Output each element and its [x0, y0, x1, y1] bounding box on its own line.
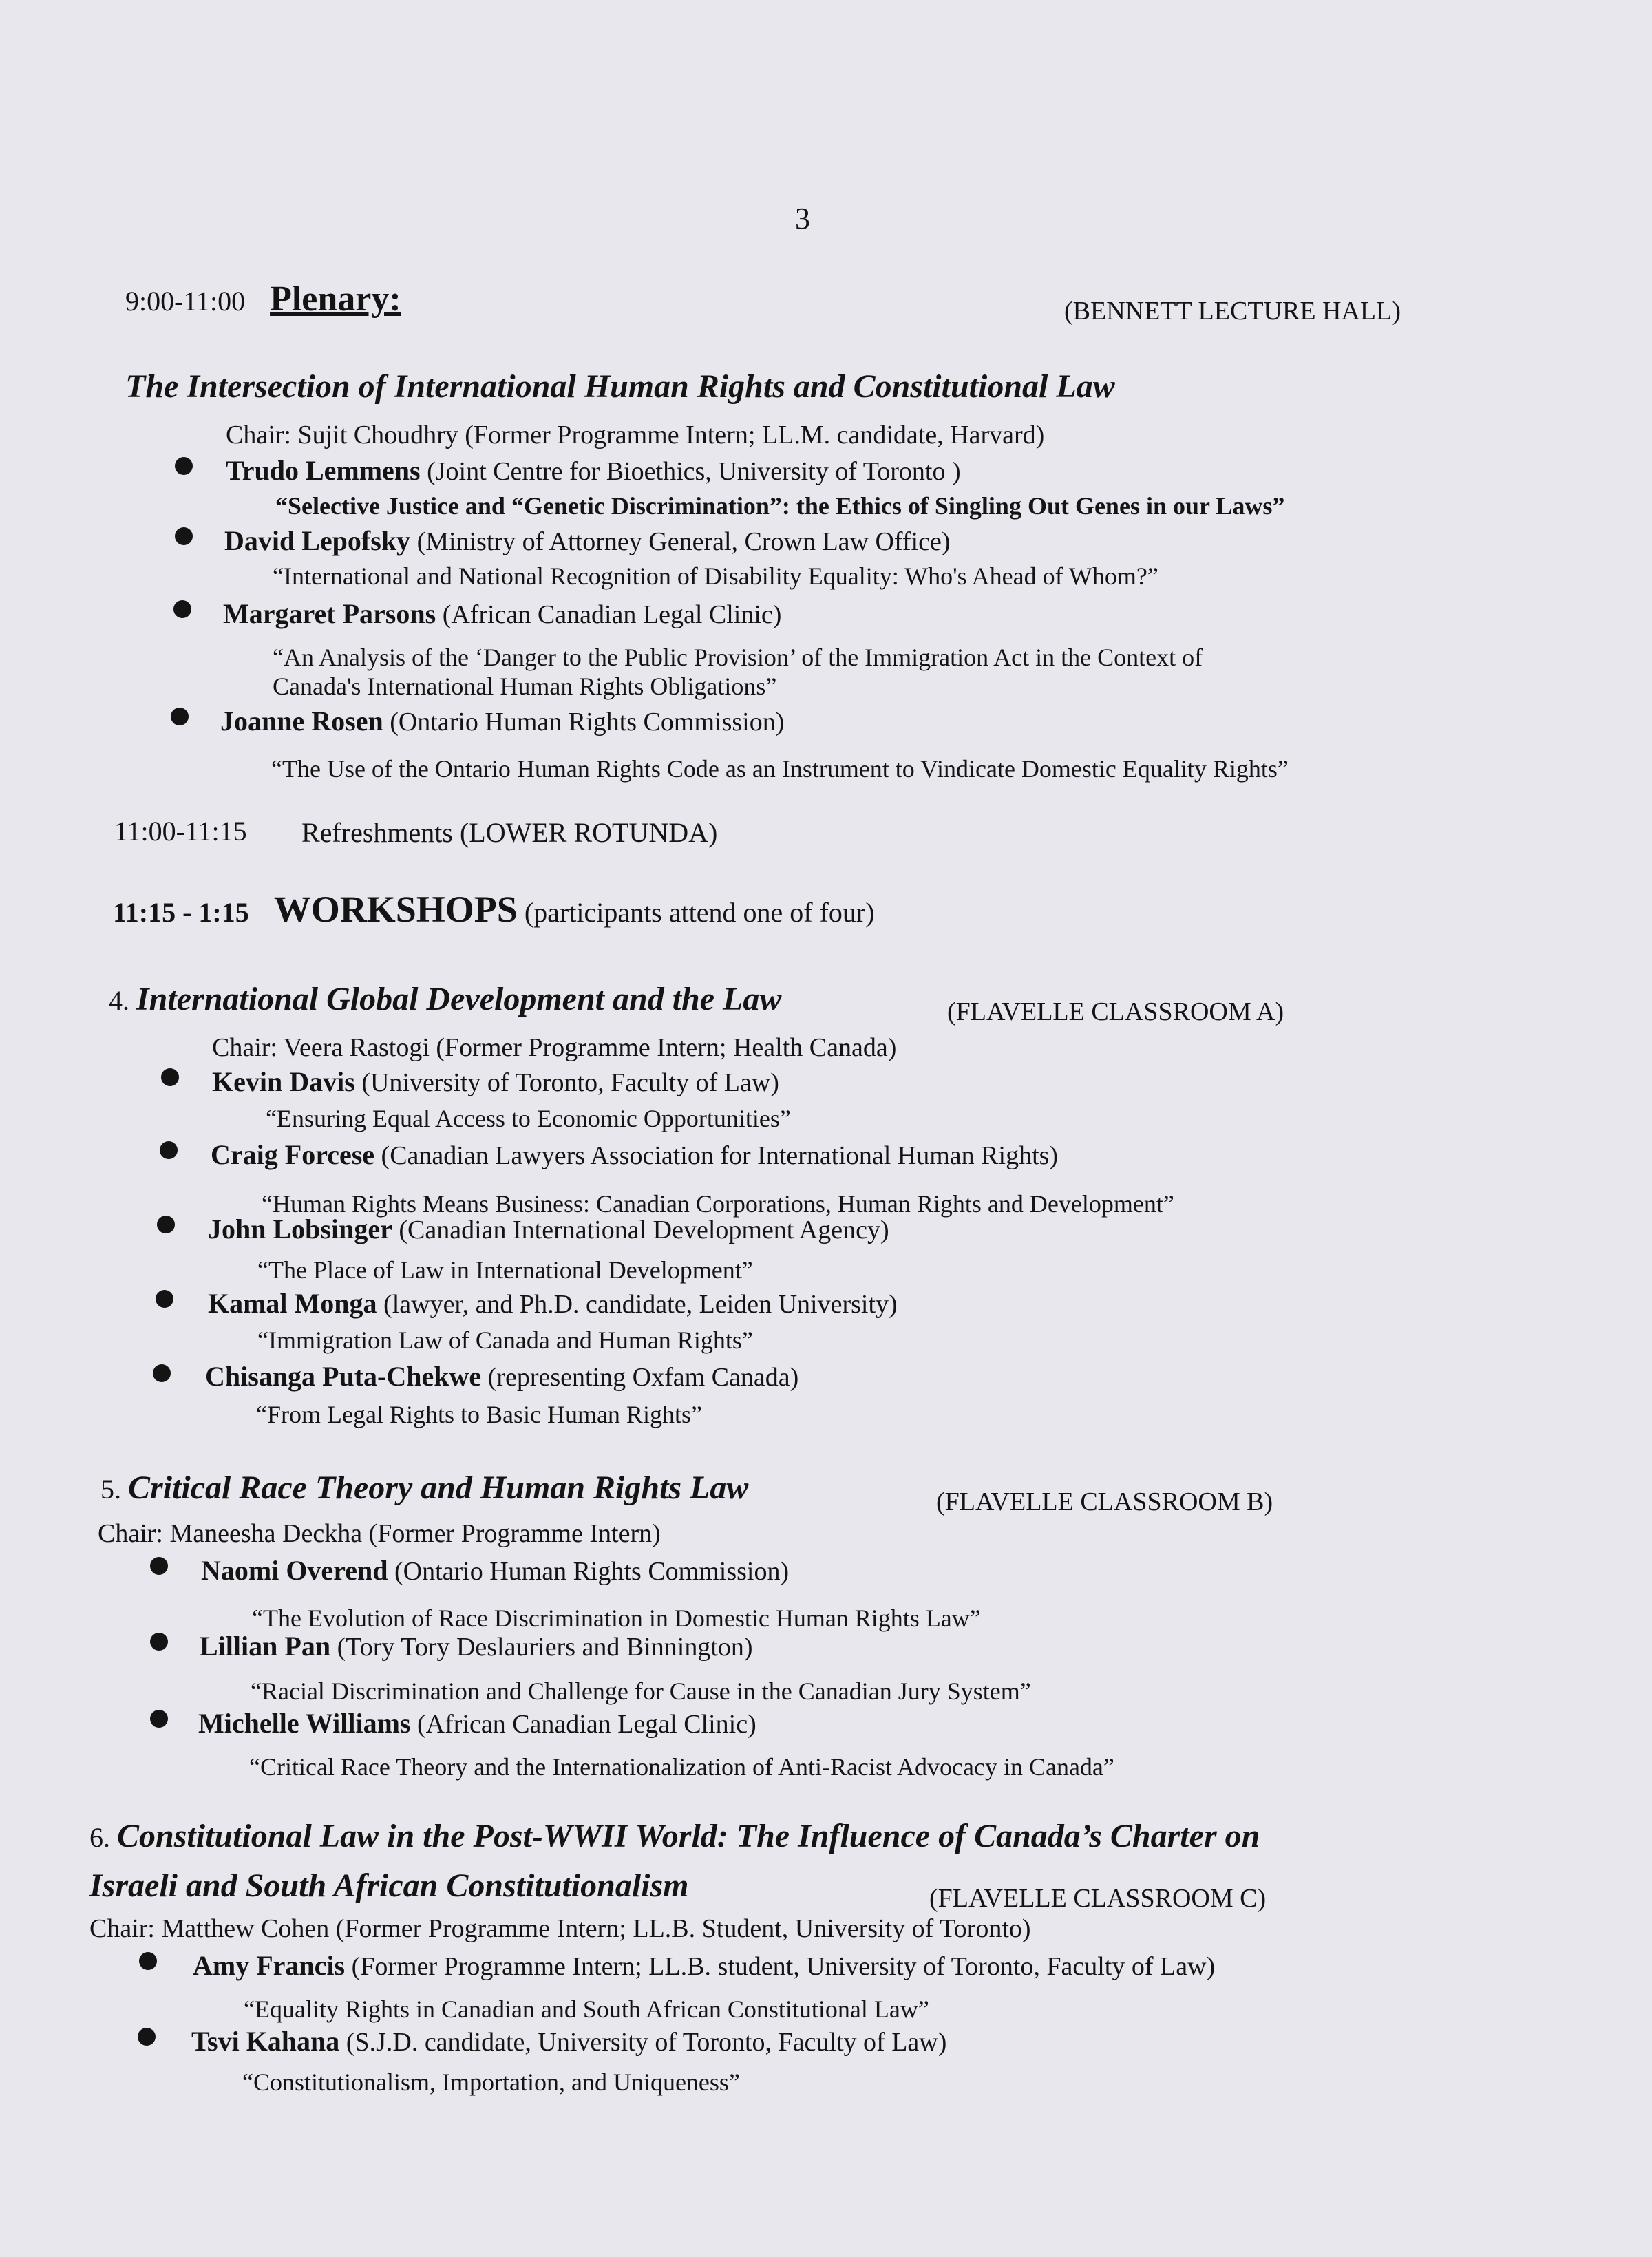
speaker-name: Amy Francis: [193, 1950, 346, 1981]
talk-title: “Racial Discrimination and Challenge for Cause in the Canadian Jury System”: [251, 1677, 1031, 1705]
session-4-title: [109, 980, 781, 1018]
speaker-name: Joanne Rosen: [220, 706, 383, 737]
session-title-text: International Global Development and the Law: [136, 981, 782, 1017]
speaker-affiliation: (Ontario Human Rights Commission): [388, 1557, 790, 1586]
bullet-icon: [171, 708, 189, 725]
talk-title: “Ensuring Equal Access to Economic Opportunities”: [266, 1105, 791, 1132]
speaker-affiliation: (Ministry of Attorney General, Crown Law Office): [410, 527, 951, 556]
talk-title: “The Use of the Ontario Human Rights Code as an Instrument to Vindicate Domestic Equality Rights”: [271, 755, 1289, 783]
speaker-line: [226, 454, 961, 487]
speaker-line: [220, 705, 784, 737]
workshops-time: 11:15 - 1:15: [113, 897, 249, 928]
speaker-affiliation: (Canadian Lawyers Association for International Human Rights): [374, 1141, 1059, 1170]
plenary-chair: Chair: Sujit Choudhry (Former Programme Intern; LL.M. candidate, Harvard): [226, 421, 1045, 449]
speaker-line: [198, 1707, 756, 1739]
speaker-name: David Lepofsky: [224, 525, 411, 556]
bullet-icon: [139, 1952, 157, 1970]
speaker-name: Craig Forcese: [211, 1139, 375, 1170]
bullet-icon: [138, 2028, 156, 2046]
talk-title: “The Evolution of Race Discrimination in Domestic Human Rights Law”: [252, 1604, 981, 1632]
bullet-icon: [157, 1216, 175, 1233]
talk-title: “Selective Justice and “Genetic Discrimination”: the Ethics of Singling Out Genes in our Laws”: [275, 492, 1285, 520]
speaker-line: [201, 1554, 789, 1587]
speaker-name: Naomi Overend: [201, 1555, 388, 1586]
bullet-icon: [150, 1710, 168, 1728]
bullet-icon: [153, 1364, 171, 1382]
speaker-affiliation: (Canadian International Development Agency): [392, 1216, 889, 1244]
talk-title: “An Analysis of the ‘Danger to the Public Provision’ of the Immigration Act in the Context of: [273, 644, 1203, 671]
bullet-icon: [160, 1141, 178, 1159]
session-4-chair: Chair: Veera Rastogi (Former Programme Intern; Health Canada): [212, 1033, 897, 1062]
speaker-affiliation: (African Canadian Legal Clinic): [436, 600, 782, 629]
speaker-affiliation: (S.J.D. candidate, University of Toronto, Faculty of Law): [339, 2028, 947, 2057]
speaker-line: [205, 1360, 798, 1392]
speaker-line: [200, 1630, 753, 1662]
speaker-affiliation: (African Canadian Legal Clinic): [410, 1710, 756, 1739]
session-number: 5.: [100, 1474, 121, 1505]
bullet-icon: [150, 1557, 168, 1575]
plenary-room: (BENNETT LECTURE HALL): [1064, 297, 1401, 326]
speaker-affiliation: (Joint Centre for Bioethics, University of Toronto ): [420, 457, 961, 486]
session-6-title: [89, 1817, 1260, 1855]
bullet-icon: [161, 1068, 179, 1086]
plenary-header: [125, 279, 401, 319]
session-4-room: (FLAVELLE CLASSROOM A): [947, 997, 1284, 1026]
session-5-title: [100, 1469, 748, 1507]
speaker-name: Michelle Williams: [198, 1708, 411, 1739]
speaker-affiliation: (University of Toronto, Faculty of Law): [354, 1068, 779, 1097]
workshops-note: (participants attend one of four): [517, 897, 875, 928]
speaker-name: Tsvi Kahana: [191, 2026, 340, 2057]
talk-title: “Critical Race Theory and the Internationalization of Anti-Racist Advocacy in Canada”: [249, 1753, 1114, 1781]
plenary-time: 9:00-11:00: [125, 286, 246, 317]
speaker-affiliation: (Former Programme Intern; LL.B. student, University of Toronto, Faculty of Law): [345, 1952, 1216, 1981]
speaker-name: Margaret Parsons: [223, 598, 436, 629]
talk-title: “Human Rights Means Business: Canadian Corporations, Human Rights and Development”: [262, 1190, 1174, 1218]
speaker-line: [223, 597, 781, 630]
plenary-label: Plenary:: [270, 279, 401, 319]
session-6-room: (FLAVELLE CLASSROOM C): [929, 1884, 1267, 1913]
speaker-name: Lillian Pan: [200, 1631, 331, 1662]
speaker-name: John Lobsinger: [208, 1214, 392, 1244]
talk-title: “The Place of Law in International Development”: [257, 1256, 753, 1284]
bullet-icon: [173, 600, 191, 618]
talk-title-continued: Canada's International Human Rights Obligations”: [273, 672, 777, 700]
talk-title: “From Legal Rights to Basic Human Rights”: [256, 1401, 702, 1428]
workshops-label: WORKSHOPS: [273, 889, 518, 930]
session-title-text: Constitutional Law in the Post-WWII World: The Influence of Canada’s Charter on: [117, 1818, 1260, 1854]
session-title-text: Critical Race Theory and Human Rights Law: [128, 1470, 749, 1506]
speaker-affiliation: (representing Oxfam Canada): [481, 1363, 799, 1392]
page-number: 3: [795, 202, 810, 235]
speaker-name: Kamal Monga: [208, 1288, 377, 1319]
speaker-line: [191, 2025, 946, 2057]
speaker-affiliation: (Tory Tory Deslauriers and Binnington): [330, 1633, 753, 1662]
refreshments-text: Refreshments (LOWER ROTUNDA): [301, 817, 718, 848]
speaker-name: Kevin Davis: [212, 1066, 355, 1097]
bullet-icon: [175, 527, 193, 545]
bullet-icon: [156, 1290, 173, 1308]
refreshments-time: 11:00-11:15: [114, 816, 247, 847]
bullet-icon: [175, 457, 193, 475]
speaker-line: [193, 1949, 1215, 1982]
session-6-title-continued: Israeli and South African Constitutionalism: [89, 1867, 689, 1904]
speaker-affiliation: (Ontario Human Rights Commission): [383, 708, 785, 737]
session-5-room: (FLAVELLE CLASSROOM B): [936, 1487, 1273, 1516]
workshops-header: [113, 888, 875, 931]
speaker-line: [224, 524, 950, 557]
speaker-line: [211, 1138, 1058, 1171]
plenary-title: The Intersection of International Human Rights and Constitutional Law: [125, 368, 1115, 405]
session-number: 4.: [109, 985, 129, 1016]
talk-title: “Immigration Law of Canada and Human Rights”: [257, 1326, 753, 1354]
bullet-icon: [150, 1633, 168, 1651]
speaker-line: [208, 1213, 889, 1245]
session-6-chair: Chair: Matthew Cohen (Former Programme Intern; LL.B. Student, University of Toronto): [89, 1914, 1031, 1943]
session-5-chair: Chair: Maneesha Deckha (Former Programme Intern): [98, 1519, 661, 1548]
talk-title: “Constitutionalism, Importation, and Uniqueness”: [242, 2068, 740, 2096]
talk-title: “International and National Recognition of Disability Equality: Who's Ahead of Whom?”: [273, 562, 1158, 590]
session-number: 6.: [89, 1822, 110, 1853]
speaker-line: [208, 1287, 898, 1320]
speaker-name: Trudo Lemmens: [226, 455, 421, 486]
speaker-affiliation: (lawyer, and Ph.D. candidate, Leiden University): [377, 1290, 898, 1319]
speaker-line: [212, 1066, 779, 1098]
talk-title: “Equality Rights in Canadian and South African Constitutional Law”: [244, 1995, 929, 2023]
speaker-name: Chisanga Puta-Chekwe: [205, 1361, 482, 1392]
